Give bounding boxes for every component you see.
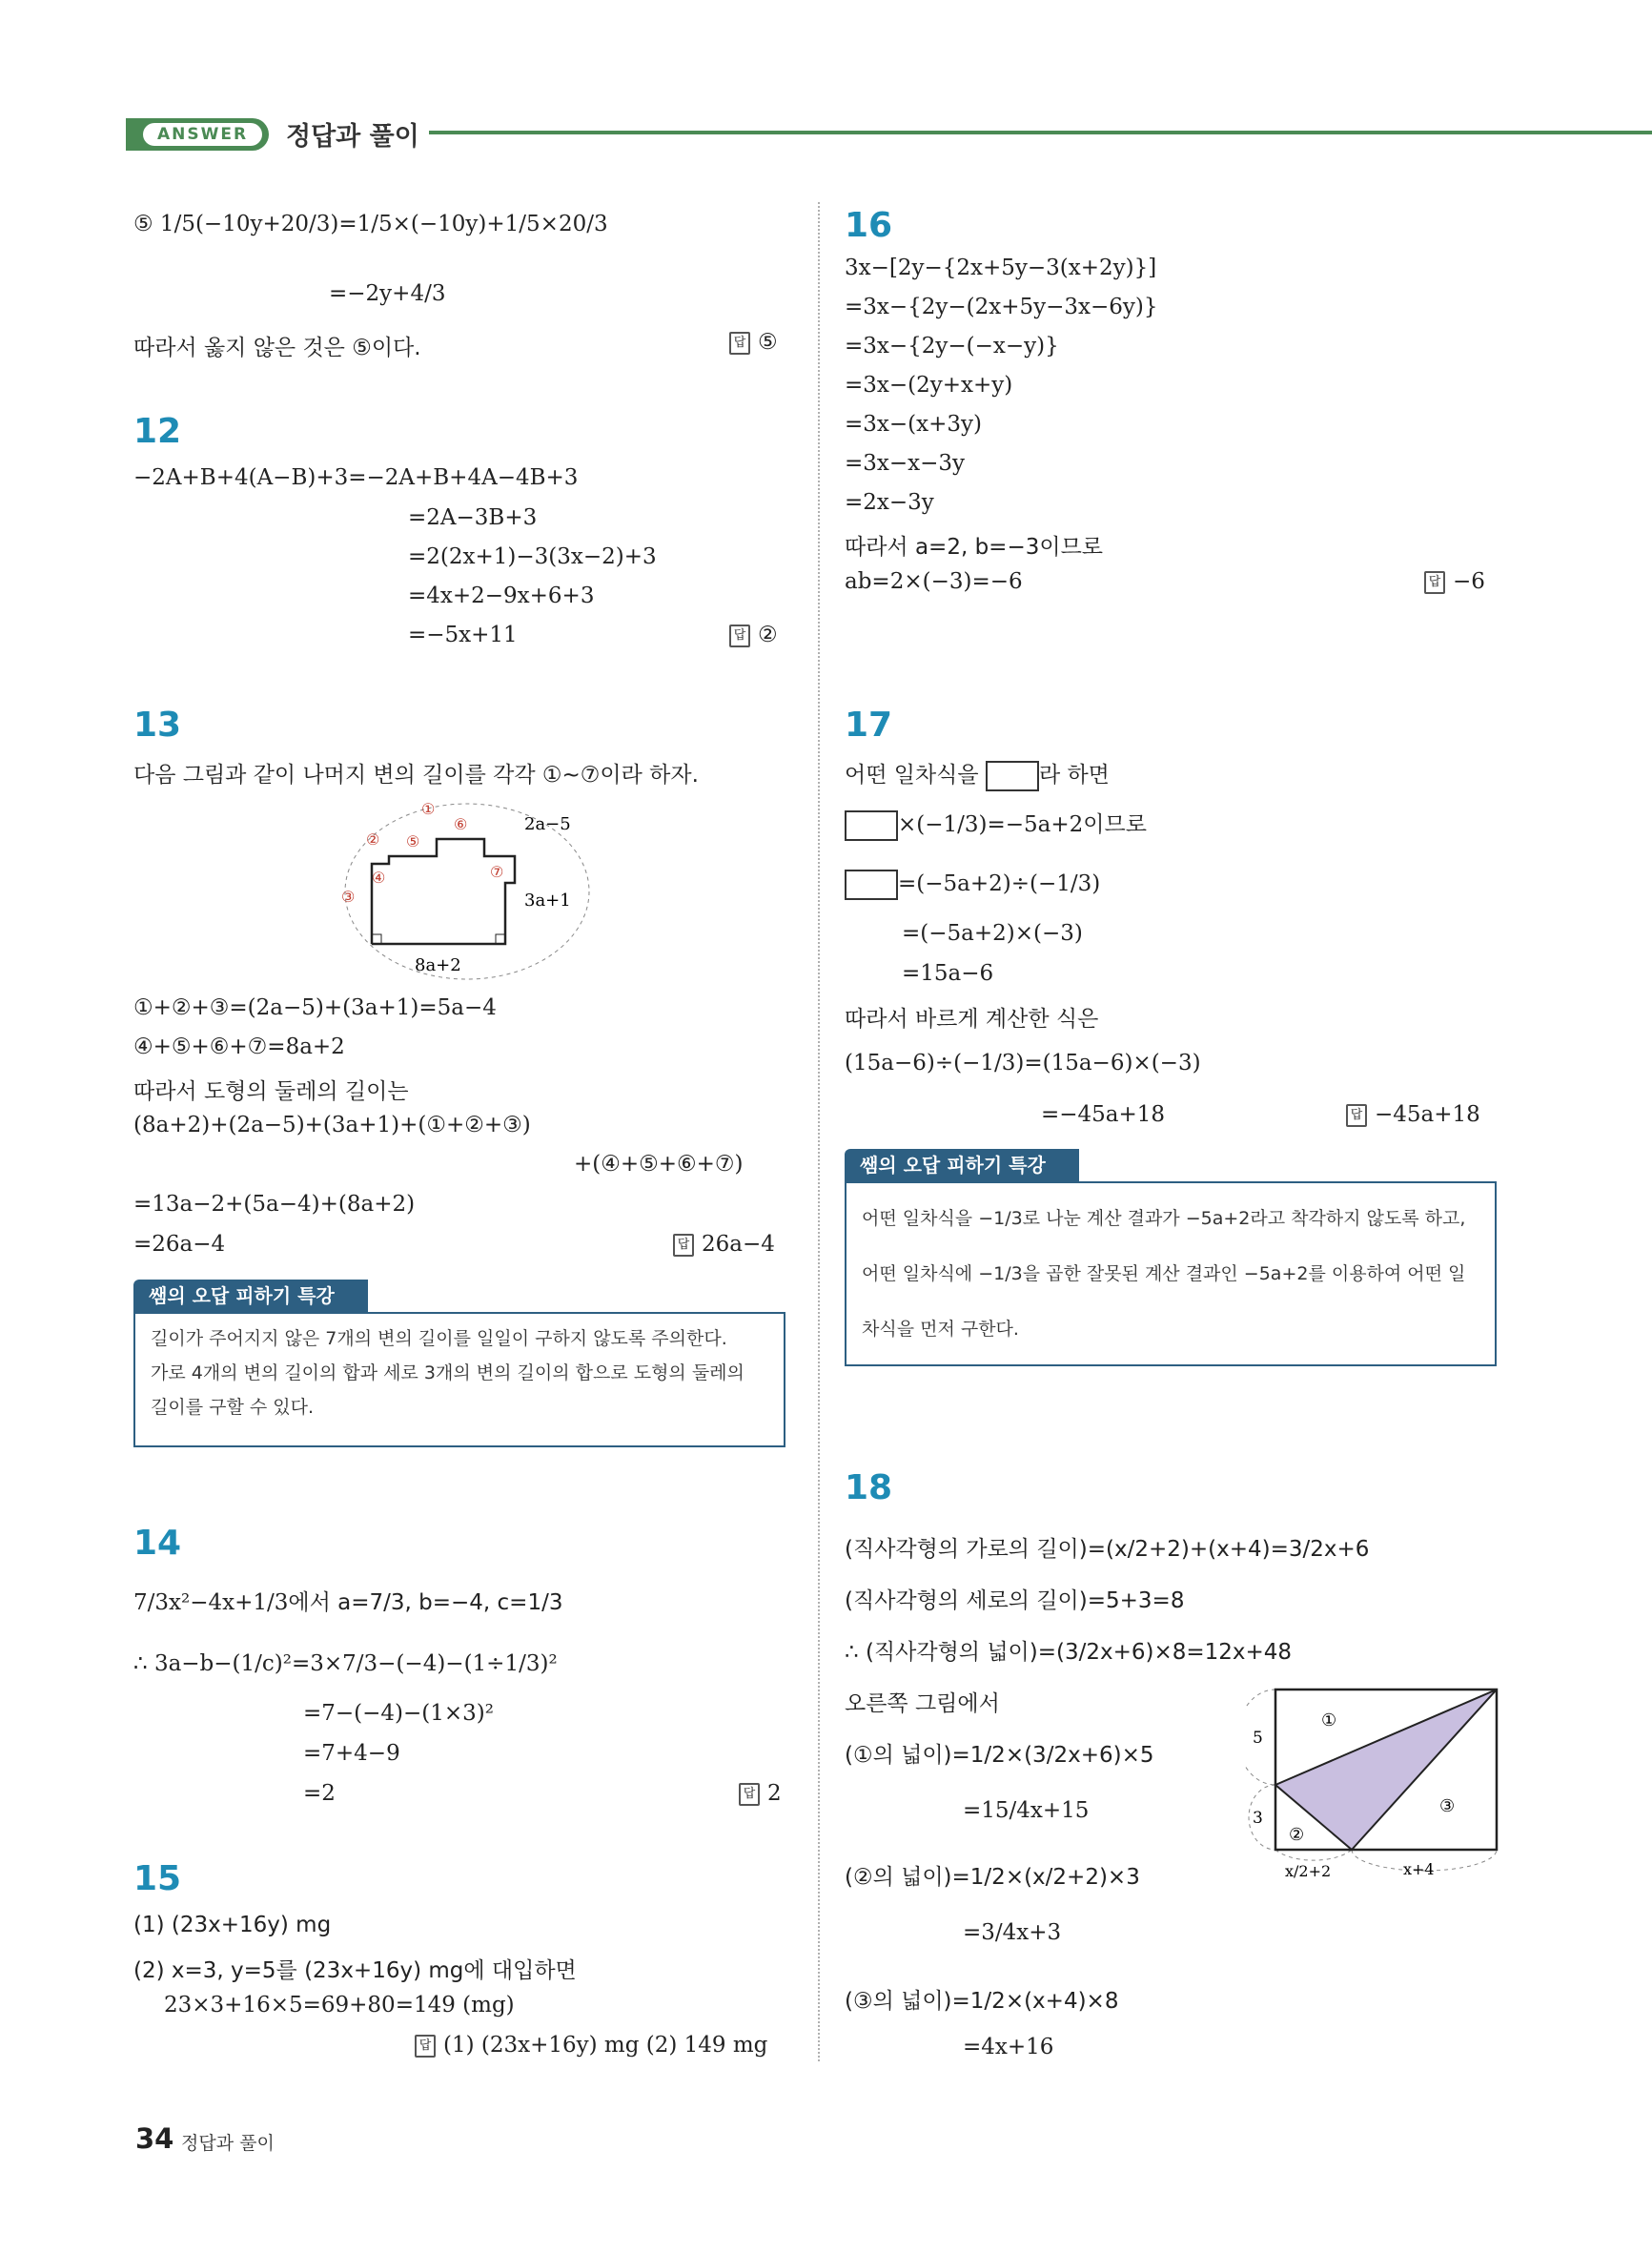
- header-title: 정답과 풀이: [286, 122, 419, 152]
- p13-intro: 다음 그림과 같이 나머지 변의 길이를 각각 ①~⑦이라 하자.: [133, 763, 699, 788]
- p18-figure: [1245, 1678, 1502, 1888]
- p18-area-2: =15/4x+15: [963, 1798, 1090, 1823]
- p13-line-4: +(④+⑤+⑥+⑦): [574, 1152, 744, 1177]
- p16-number: 16: [845, 206, 893, 245]
- p18-label-bottom-left: x/2+2: [1285, 1862, 1332, 1880]
- p16-line-2: =3x−{2y−(2x+5y−3x−6y)}: [845, 295, 1158, 319]
- p12-line-3: =2(2x+1)−3(3x−2)+3: [408, 544, 657, 569]
- p13-mark-2: ②: [366, 830, 380, 849]
- p18-line-2: (직사각형의 세로의 길이)=5+3=8: [845, 1588, 1185, 1613]
- p13-mark-7: ⑦: [490, 863, 504, 881]
- p18-label-3: 3: [1253, 1809, 1263, 1828]
- p13-line-6: =26a−4: [133, 1232, 226, 1257]
- p13-line-1: ①+②+③=(2a−5)+(3a+1)=5a−4: [133, 995, 497, 1020]
- answer-icon: 답: [729, 625, 750, 647]
- p17-tip: [845, 1149, 1497, 1366]
- answer-icon: 답: [1346, 1104, 1367, 1127]
- footer-title: 정답과 풀이: [181, 2133, 275, 2154]
- p17-blank-box: [986, 761, 1039, 791]
- p16-line-7: =2x−3y: [845, 490, 934, 515]
- p17-blank-box: [845, 870, 898, 900]
- column-divider: [818, 202, 820, 2061]
- p14-line-5: =2: [303, 1781, 336, 1806]
- p18-area-6: =4x+16: [963, 2035, 1054, 2059]
- header-rule: [429, 131, 1652, 134]
- p18-line-1: (직사각형의 가로의 길이)=(x/2+2)+(x+4)=3/2x+6: [845, 1537, 1370, 1562]
- p13-tip-title: 쌤의 오답 피하기 특강: [133, 1280, 368, 1312]
- p13-tip: [133, 1280, 785, 1447]
- p18-mark-2: ②: [1289, 1825, 1305, 1845]
- p13-tip-line-3: 길이를 구할 수 있다.: [151, 1397, 314, 1418]
- p18-area-1: (①의 넓이)=1/2×(3/2x+6)×5: [845, 1743, 1154, 1768]
- p16-answer: 답 −6: [1424, 569, 1485, 594]
- p18-area-3: (②의 넓이)=1/2×(x/2+2)×3: [845, 1865, 1140, 1890]
- p14-line-1: 7/3x²−4x+1/3에서 a=7/3, b=−4, c=1/3: [133, 1590, 563, 1615]
- page-number: 34: [135, 2122, 174, 2155]
- p17-text-1: 따라서 바르게 계산한 식은: [845, 1007, 1099, 1032]
- p12-line-1: −2A+B+4(A−B)+3=−2A+B+4A−4B+3: [133, 465, 579, 490]
- p13-label-right: 3a+1: [524, 891, 571, 911]
- p14-number: 14: [133, 1524, 182, 1563]
- answer-icon: 답: [415, 2035, 436, 2058]
- p16-line-1: 3x−[2y−{2x+5y−3(x+2y)}]: [845, 256, 1157, 280]
- p13-number: 13: [133, 706, 182, 745]
- p14-line-3: =7−(−4)−(1×3)²: [303, 1701, 495, 1726]
- p13-mark-1: ①: [421, 800, 436, 818]
- p18-text-1: 오른쪽 그림에서: [845, 1691, 1000, 1716]
- p18-area-5: (③의 넓이)=1/2×(x+4)×8: [845, 1989, 1119, 2014]
- p13-mark-6: ⑥: [454, 815, 468, 833]
- p11-conclusion: 따라서 옳지 않은 것은 ⑤이다.: [133, 336, 421, 360]
- p13-line-3: (8a+2)+(2a−5)+(3a+1)+(①+②+③): [133, 1113, 531, 1137]
- p17-tip-box: [845, 1183, 1497, 1366]
- p17-number: 17: [845, 706, 893, 745]
- p17-answer: 답 −45a+18: [1346, 1102, 1480, 1127]
- p12-line-5: =−5x+11: [408, 623, 518, 647]
- p13-line-5: =13a−2+(5a−4)+(8a+2): [133, 1192, 416, 1217]
- p15-answer: 답 (1) (23x+16y) mg (2) 149 mg: [415, 2033, 767, 2058]
- p12-line-2: =2A−3B+3: [408, 505, 538, 530]
- p16-line-5: =3x−(x+3y): [845, 412, 982, 437]
- p12-number: 12: [133, 412, 182, 451]
- p18-area-4: =3/4x+3: [963, 1920, 1062, 1945]
- p18-number: 18: [845, 1468, 893, 1507]
- p17-tip-title: 쌤의 오답 피하기 특강: [845, 1149, 1079, 1181]
- p13-tip-box: [133, 1314, 785, 1447]
- p18-line-3: ∴ (직사각형의 넓이)=(3/2x+6)×8=12x+48: [845, 1640, 1293, 1665]
- p12-answer: 답 ②: [729, 623, 778, 647]
- p13-label-top: 2a−5: [524, 814, 571, 834]
- p13-figure: [334, 791, 601, 982]
- p13-answer: 답 26a−4: [673, 1232, 775, 1257]
- answer-icon: 답: [739, 1783, 760, 1806]
- p16-line-3: =3x−{2y−(−x−y)}: [845, 334, 1059, 358]
- p17-line-5: (15a−6)÷(−1/3)=(15a−6)×(−3): [845, 1051, 1201, 1075]
- p18-label-bottom-right: x+4: [1403, 1860, 1435, 1878]
- p13-text-1: 따라서 도형의 둘레의 길이는: [133, 1079, 409, 1104]
- p17-tip-line-1: 어떤 일차식을 −1/3로 나눈 계산 결과가 −5a+2라고 착각하지 않도록 하고,: [862, 1208, 1466, 1229]
- answer-icon: 답: [1424, 571, 1445, 594]
- p14-line-4: =7+4−9: [303, 1741, 400, 1766]
- p18-triangle: [1275, 1690, 1497, 1850]
- p17-blank-box: [845, 810, 898, 841]
- p14-answer: 답 2: [739, 1781, 782, 1806]
- p16-line-8: ab=2×(−3)=−6: [845, 569, 1023, 594]
- p11-answer: 답 ⑤: [729, 330, 778, 355]
- p13-tip-line-2: 가로 4개의 변의 길이의 합과 세로 3개의 변의 길이의 합으로 도형의 둘레의: [151, 1362, 744, 1383]
- p13-mark-4: ④: [372, 869, 386, 887]
- p15-number: 15: [133, 1859, 182, 1898]
- answer-icon: 답: [673, 1234, 694, 1257]
- p13-label-bottom: 8a+2: [415, 955, 461, 975]
- p17-tip-line-3: 차식을 먼저 구한다.: [862, 1319, 1019, 1340]
- p15-line-3: 23×3+16×5=69+80=149 (mg): [164, 1993, 515, 2017]
- p17-line-6: =−45a+18: [1041, 1102, 1166, 1127]
- p15-line-1: (1) (23x+16y) mg: [133, 1913, 332, 1937]
- p16-line-6: =3x−x−3y: [845, 451, 966, 476]
- header-badge: ANSWER: [143, 123, 262, 146]
- answer-icon: 답: [729, 332, 750, 355]
- p18-label-5: 5: [1253, 1729, 1263, 1748]
- p17-line-3: =(−5a+2)×(−3): [902, 921, 1083, 946]
- p16-text-1: 따라서 a=2, b=−3이므로: [845, 535, 1104, 560]
- p17-line-4: =15a−6: [902, 961, 994, 986]
- p13-mark-5: ⑤: [406, 832, 420, 850]
- p13-mark-3: ③: [341, 888, 356, 906]
- p11-line-2: =−2y+4/3: [329, 281, 446, 306]
- p18-arc-bottom-left: [1275, 1850, 1352, 1860]
- p18-mark-3: ③: [1439, 1796, 1456, 1816]
- p17-line-1: ×(−1/3)=−5a+2이므로: [845, 807, 1147, 841]
- p14-line-2: ∴ 3a−b−(1/c)²=3×7/3−(−4)−(1÷1/3)²: [133, 1651, 558, 1676]
- p12-line-4: =4x+2−9x+6+3: [408, 584, 595, 608]
- p18-mark-1: ①: [1321, 1710, 1337, 1731]
- p15-line-2: (2) x=3, y=5를 (23x+16y) mg에 대입하면: [133, 1958, 577, 1983]
- p16-line-4: =3x−(2y+x+y): [845, 373, 1013, 398]
- p17-tip-line-2: 어떤 일차식에 −1/3을 곱한 잘못된 계산 결과인 −5a+2를 이용하여 어떤 일: [862, 1263, 1466, 1284]
- p17-line-2: =(−5a+2)÷(−1/3): [845, 870, 1100, 900]
- p11-line-1: ⑤ 1/5(−10y+20/3)=1/5×(−10y)+1/5×20/3: [133, 212, 608, 236]
- p13-figure-shape: [372, 839, 515, 944]
- p13-tip-line-1: 길이가 주어지지 않은 7개의 변의 길이를 일일이 구하지 않도록 주의한다.: [151, 1328, 727, 1349]
- p17-intro: 어떤 일차식을 라 하면: [845, 757, 1110, 791]
- p13-line-2: ④+⑤+⑥+⑦=8a+2: [133, 1034, 345, 1059]
